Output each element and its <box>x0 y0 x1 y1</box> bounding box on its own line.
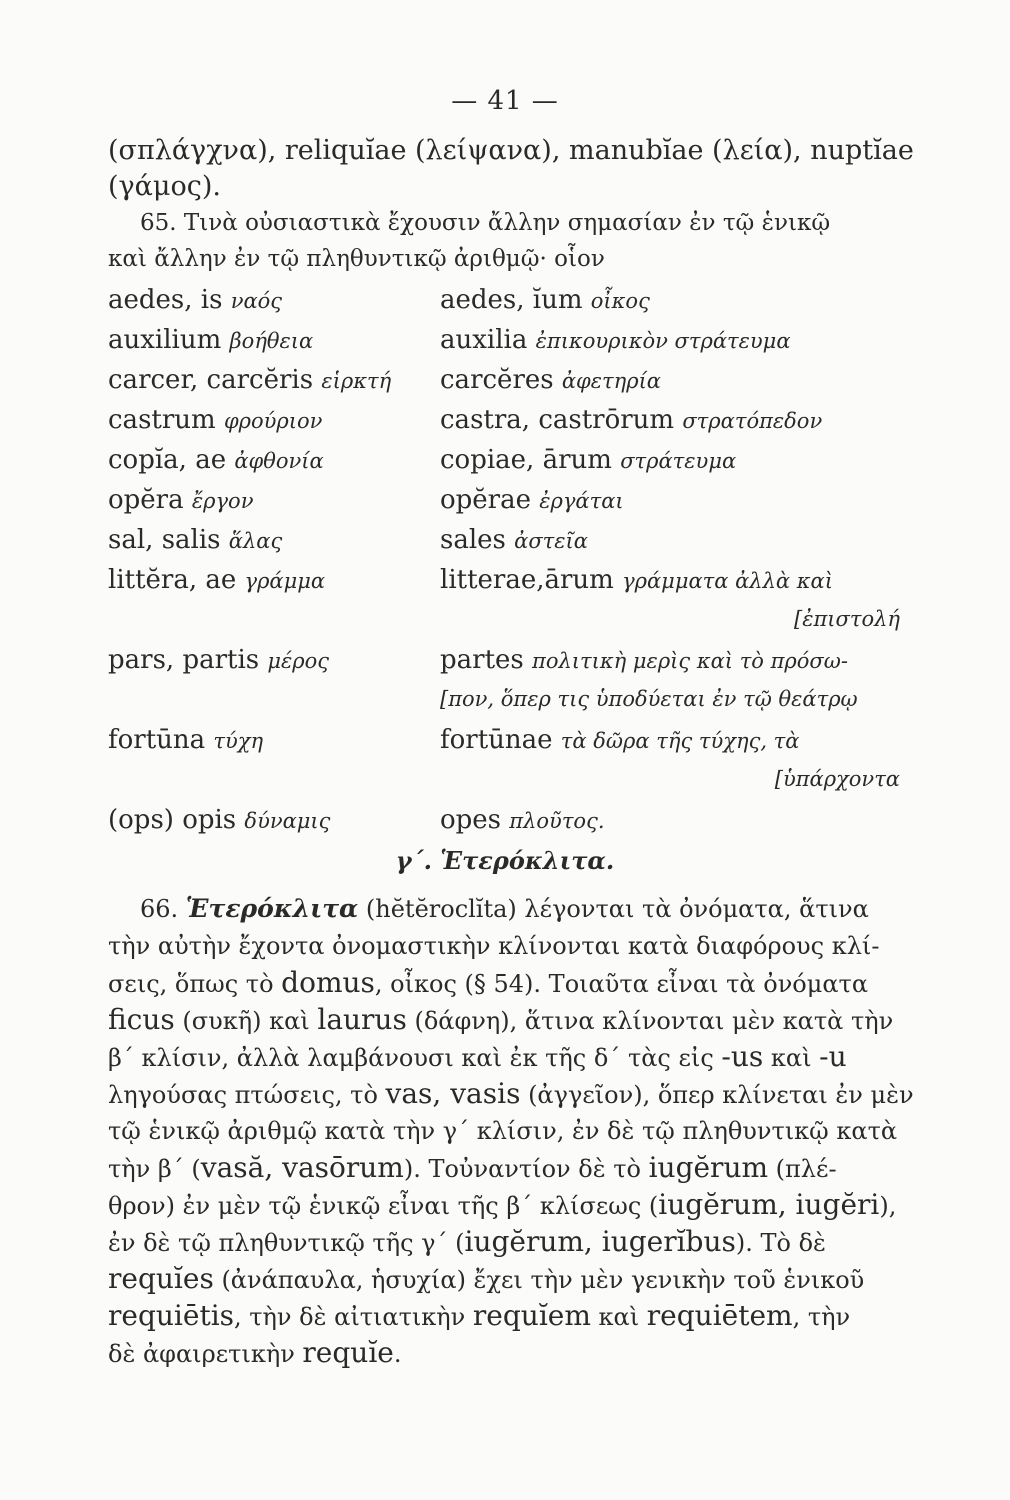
plural-continuation: [ἐπιστολή <box>794 607 900 631</box>
greek-text: (δάφνη), ἅτινα κλίνονται μὲν κατὰ τὴν <box>406 1007 894 1035</box>
page-number: — 41 — <box>451 86 559 116</box>
plural-greek: ἀφετηρία <box>561 369 661 393</box>
intro-line-3: 65. Τινὰ οὐσιαστικὰ ἔχουσιν ἄλλην σημασίαν ἐν τῷ ἑνικῷ <box>140 210 831 236</box>
paragraph-line <box>108 1151 908 1186</box>
intro-line-4: καὶ ἄλλην ἐν τῷ πληθυντικῷ ἀριθμῷ· οἷον <box>108 246 605 272</box>
plural-latin: sales <box>440 525 506 555</box>
singular-latin: opĕra <box>108 485 184 515</box>
plural-greek: στράτευμα <box>620 449 737 473</box>
latin-term: iugĕrum <box>648 1151 769 1184</box>
singular-greek: μέρος <box>267 649 330 673</box>
greek-text: σεις, ὅπως τὸ <box>108 970 282 998</box>
plural-greek: τὰ δῶρα τῆς τύχης, τὰ <box>560 729 800 753</box>
vocab-row <box>108 800 908 840</box>
greek-text: καὶ <box>763 1044 820 1072</box>
singular-greek: ἅλας <box>228 529 283 553</box>
plural-latin: auxilia <box>440 325 528 355</box>
vocab-row <box>108 440 908 480</box>
greek-text: , οἶκος (§ 54). Τοιαῦτα εἶναι τὰ ὀνόματα <box>374 970 869 998</box>
singular-latin: (ops) opis <box>108 805 237 835</box>
latin-term: -u <box>819 1040 847 1073</box>
latin-term: requiētem <box>646 1299 793 1332</box>
plural-greek: πολιτικὴ μερὶς καὶ τὸ πρόσω- <box>532 649 848 673</box>
vocab-row <box>108 320 908 360</box>
plural-entry <box>440 320 791 361</box>
singular-entry <box>108 440 324 481</box>
vocab-row <box>108 560 908 600</box>
plural-latin: opĕrae <box>440 485 531 515</box>
singular-entry <box>108 280 282 321</box>
plural-entry <box>440 640 848 681</box>
greek-text: (συκῆ) καὶ <box>174 1007 318 1035</box>
paragraph-line <box>108 966 908 1001</box>
greek-text: ). Τὸ δὲ <box>735 1229 826 1257</box>
vocab-row <box>108 520 908 560</box>
singular-latin: aedes, is <box>108 285 223 315</box>
plural-entry <box>440 800 605 841</box>
latin-term: requĭes <box>108 1262 214 1295</box>
singular-greek: τύχη <box>213 729 264 753</box>
singular-latin: castrum <box>108 405 216 435</box>
paragraph-line <box>108 1003 908 1038</box>
latin-term: vasă, vasōrum <box>200 1151 404 1184</box>
plural-entry <box>440 480 624 521</box>
vocab-row <box>108 480 908 520</box>
latin-term: -us <box>721 1040 764 1073</box>
greek-text: δὲ ἀφαιρετικὴν <box>108 1340 303 1368</box>
singular-entry <box>108 640 329 681</box>
plural-greek: γράμματα ἀλλὰ καὶ <box>622 569 833 593</box>
latin-term: requĭem <box>472 1299 591 1332</box>
plural-latin: carcĕres <box>440 365 554 395</box>
vocab-row <box>108 360 908 400</box>
plural-entry <box>440 560 833 601</box>
paragraph-line <box>108 1114 908 1148</box>
greek-text: β΄ κλίσιν, ἀλλὰ λαμβάνουσι καὶ ἐκ τῆς δ΄ τὰς εἰς <box>108 1044 722 1072</box>
plural-latin: aedes, ĭum <box>440 285 583 315</box>
greek-text: (ἀγγεῖον), ὅπερ κλίνεται ἐν μὲν <box>520 1081 914 1109</box>
plural-entry <box>440 360 661 401</box>
latin-term: requiētis <box>108 1299 235 1332</box>
greek-text: , τὴν <box>792 1303 851 1331</box>
paragraph-line <box>108 929 908 963</box>
plural-greek: πλοῦτος. <box>509 809 605 833</box>
singular-latin: sal, salis <box>108 525 221 555</box>
vocab-row <box>108 280 908 320</box>
greek-text: τὴν αὐτὴν ἔχοντα ὀνομαστικὴν κλίνονται κατὰ διαφόρους κλί- <box>108 932 880 960</box>
singular-latin: copĭa, ae <box>108 445 227 475</box>
greek-text: (πλέ- <box>768 1155 837 1183</box>
vocab-row <box>108 400 908 440</box>
plural-continuation: [πον, ὅπερ τις ὑποδύεται ἐν τῷ θεάτρῳ <box>440 687 858 711</box>
greek-text: τὴν β΄ ( <box>108 1155 201 1183</box>
plural-greek: ἀστεῖα <box>514 529 588 553</box>
paragraph-line <box>108 1077 914 1112</box>
singular-greek: ἀφθονία <box>234 449 324 473</box>
singular-latin: fortūna <box>108 725 206 755</box>
plural-latin: litterae,ārum <box>440 565 614 595</box>
singular-entry <box>108 560 325 601</box>
singular-entry <box>108 320 313 361</box>
greek-text: 66. <box>140 895 186 923</box>
greek-text: θρον) ἐν μὲν τῷ ἑνικῷ εἶναι τῆς β΄ κλίσεως ( <box>108 1192 659 1220</box>
singular-entry <box>108 400 322 441</box>
singular-entry <box>108 480 253 521</box>
vocab-row <box>108 720 908 760</box>
plural-latin: copiae, ārum <box>440 445 612 475</box>
singular-entry <box>108 360 391 401</box>
plural-greek: στρατόπεδον <box>682 409 823 433</box>
plural-latin: castra, castrōrum <box>440 405 675 435</box>
latin-term: vas, vasis <box>385 1077 521 1110</box>
plural-entry <box>440 440 736 481</box>
greek-text: καὶ <box>590 1303 647 1331</box>
plural-greek: ἐπικουρικὸν στράτευμα <box>535 329 791 353</box>
plural-latin: fortūnae <box>440 725 553 755</box>
plural-entry <box>440 280 650 321</box>
paragraph-line <box>108 1188 908 1223</box>
singular-greek: εἱρκτή <box>321 369 392 393</box>
plural-continuation: [ὑπάρχοντα <box>774 767 900 791</box>
singular-greek: δύναμις <box>244 809 331 833</box>
singular-latin: littĕra, ae <box>108 565 237 595</box>
latin-term: iugĕrum, iugerĭbus <box>464 1225 736 1258</box>
greek-text: ἐν δὲ τῷ πληθυντικῷ τῆς γ΄ ( <box>108 1229 465 1257</box>
paragraph-line <box>108 1040 908 1075</box>
singular-greek: βοήθεια <box>229 329 314 353</box>
paragraph-line <box>140 892 940 926</box>
plural-entry <box>440 400 822 441</box>
singular-entry <box>108 800 330 841</box>
singular-greek: γράμμα <box>244 569 326 593</box>
plural-greek: οἶκος <box>590 289 650 313</box>
paragraph-line <box>108 1262 908 1297</box>
intro-line-1: (σπλάγχνα), reliquĭae (λείψανα), manubĭae (λεία), nuptĭae <box>108 135 914 166</box>
vocab-row <box>108 640 908 680</box>
term-heading: Ἑτερόκλιτα <box>185 894 359 923</box>
latin-term: laurus <box>317 1003 407 1036</box>
greek-text: (hĕtĕroclĭta) λέγονται τὰ ὀνόματα, ἅτινα <box>358 895 869 923</box>
greek-text: τῷ ἑνικῷ ἀριθμῷ κατὰ τὴν γ΄ κλίσιν, ἐν δὲ τῷ πληθυντικῷ κατὰ <box>108 1117 898 1145</box>
paragraph-line <box>108 1299 908 1334</box>
greek-text: ), <box>879 1192 897 1220</box>
intro-line-2: (γάμος). <box>108 171 221 202</box>
section-title: γ΄. Ἑτερόκλιτα. <box>395 846 615 875</box>
paragraph-line <box>108 1225 908 1260</box>
greek-text: ληγούσας πτώσεις, τὸ <box>108 1081 386 1109</box>
plural-greek: ἐργάται <box>539 489 624 513</box>
singular-greek: ἔργον <box>191 489 254 513</box>
singular-greek: ναός <box>230 289 283 313</box>
singular-entry <box>108 520 282 561</box>
greek-text: (ἀνάπαυλα, ἡσυχία) ἔχει τὴν μὲν γενικὴν τοῦ ἑνικοῦ <box>213 1266 865 1294</box>
plural-latin: partes <box>440 645 524 675</box>
greek-text: ). Τοὐναντίον δὲ τὸ <box>403 1155 649 1183</box>
paragraph-line <box>108 1336 908 1371</box>
plural-entry <box>440 720 799 761</box>
singular-entry <box>108 720 263 761</box>
plural-entry <box>440 520 588 561</box>
singular-greek: φρούριον <box>223 409 323 433</box>
singular-latin: pars, partis <box>108 645 260 675</box>
greek-text: . <box>393 1340 402 1368</box>
latin-term: iugĕrum, iugĕri <box>658 1188 880 1221</box>
plural-latin: opes <box>440 805 502 835</box>
singular-latin: carcer, carcĕris <box>108 365 314 395</box>
singular-latin: auxilium <box>108 325 222 355</box>
latin-term: domus <box>281 966 375 999</box>
latin-term: ficus <box>108 1003 175 1036</box>
greek-text: , τὴν δὲ αἰτιατικὴν <box>234 1303 473 1331</box>
latin-term: requĭe <box>302 1336 394 1369</box>
